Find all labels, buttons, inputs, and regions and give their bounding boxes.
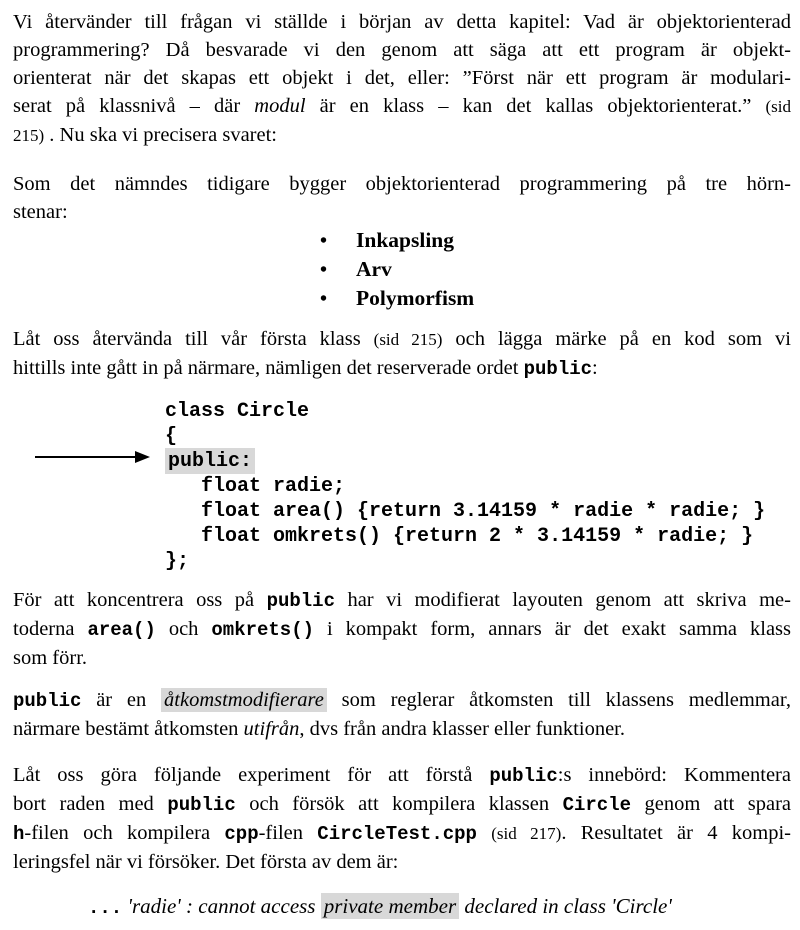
text-line: [88, 892, 791, 922]
text-span: , dvs från andra klasser eller funktioner.: [299, 718, 625, 740]
text-span: toderna: [13, 618, 88, 640]
text-span: som förr.: [13, 647, 88, 669]
text-span: Vi återvänder till frågan vi ställde i början av detta kapitel: Vad är objektorienterad: [13, 11, 791, 33]
inline-code: public: [523, 358, 593, 380]
text-span: class Circle: [165, 400, 310, 423]
cornerstones-list: [320, 226, 791, 313]
text-line: [13, 848, 791, 876]
text-span: :s innebörd: Kommentera: [557, 764, 791, 786]
inline-code: public: [489, 765, 558, 787]
code-listing: [165, 399, 791, 574]
text-line: [13, 121, 791, 150]
text-span: float area() {return 3.14159 * radie * radie; }: [165, 500, 766, 523]
small-text: (sid 217): [491, 824, 562, 843]
italic-text: declared in class 'Circle': [459, 894, 672, 918]
list-item-label: Arv: [356, 257, 392, 281]
inline-code: h: [13, 823, 25, 845]
inline-code: ...: [88, 897, 123, 919]
text-span: i kompakt form, annars är det exakt samma klass: [314, 618, 791, 640]
inline-code: CircleTest.cpp: [317, 823, 477, 845]
text-span: För att koncentrera oss på: [13, 589, 267, 611]
italic-text: 'radie' : cannot access: [122, 894, 321, 918]
inline-code: cpp: [224, 823, 259, 845]
compiler-error-line: [88, 892, 791, 922]
small-text: (sid 215): [373, 330, 443, 349]
text-span: serat på klassnivå – där: [13, 95, 255, 117]
inline-code: area(): [87, 619, 156, 641]
text-span: . Resultatet är 4 kompi-: [561, 822, 791, 844]
arrow-head: [135, 451, 150, 463]
list-item: [320, 284, 791, 313]
text-span: hittills inte gått in på närmare, nämligen det reserverade ordet: [13, 357, 524, 379]
list-item: [320, 226, 791, 255]
text-span: leringsfel när vi försöker. Det första av dem är:: [13, 851, 399, 873]
text-span: -filen: [258, 822, 318, 844]
leadin-paragraph: [13, 325, 791, 383]
cornerstones-paragraph: [13, 170, 791, 226]
text-line: [13, 790, 791, 819]
text-line: [165, 474, 791, 499]
text-span: och: [155, 618, 212, 640]
text-line: [13, 170, 791, 198]
arrow-shaft: [35, 456, 137, 458]
text-span: programmering? Då besvarade vi den genom att säga att ett program är objekt-: [13, 39, 791, 61]
text-line: [13, 761, 791, 790]
inline-code: public: [266, 590, 335, 612]
text-line: [13, 198, 791, 226]
text-line: [13, 819, 791, 848]
list-item: [320, 255, 791, 284]
inline-code: omkrets(): [211, 619, 315, 641]
text-span: är en klass – kan det kallas objektorienterat.”: [305, 95, 766, 117]
text-span: float radie;: [165, 475, 346, 498]
inline-code: public: [167, 794, 236, 816]
access-modifier-paragraph: [13, 686, 791, 743]
inline-code: public: [13, 690, 82, 712]
bullet-icon: •: [320, 288, 328, 310]
text-span: som reglerar åtkomsten till klassens medlemmar,: [326, 689, 791, 711]
list-item-label: Inkapsling: [356, 228, 455, 252]
intro-paragraph: [13, 8, 791, 150]
text-span: };: [165, 550, 190, 573]
inline-code: Circle: [562, 794, 632, 816]
text-line: [13, 615, 791, 644]
text-span: orienterat när det skapas ett objekt i det, eller: ”Först när ett program är modulari-: [13, 67, 791, 89]
text-span: och försök att kompilera klassen: [235, 793, 563, 815]
text-line: [13, 92, 791, 121]
text-span: och lägga märke på en kod som vi: [442, 328, 791, 350]
text-span: :: [592, 357, 598, 379]
text-span: Som det nämndes tidigare bygger objektorienterad programmering på tre hörn-: [13, 173, 791, 195]
text-span: [477, 822, 491, 844]
text-line: [165, 399, 791, 424]
text-line: [165, 499, 791, 524]
experiment-paragraph: [13, 761, 791, 876]
text-line: [13, 686, 791, 715]
highlighted-text: public:: [165, 448, 255, 474]
text-span: . Nu ska vi precisera svaret:: [44, 124, 277, 146]
text-span: float omkrets() {return 2 * 3.14159 * radie; }: [165, 525, 754, 548]
text-span: Låt oss återvända till vår första klass: [13, 328, 374, 350]
list-item-label: Polymorfism: [356, 286, 475, 310]
italic-text: modul: [254, 95, 306, 117]
text-line: [13, 8, 791, 36]
text-line: [13, 354, 791, 383]
text-span: -filen och kompilera: [24, 822, 225, 844]
small-text: 215): [13, 126, 45, 145]
italic-text: utifrån: [243, 718, 300, 740]
text-span: stenar:: [13, 201, 68, 223]
text-span: har vi modifierat layouten genom att skriva me-: [334, 589, 791, 611]
text-line: [13, 64, 791, 92]
bullet-icon: •: [320, 230, 328, 252]
text-span: genom att spara: [631, 793, 792, 815]
text-line: [13, 644, 791, 672]
text-line: [165, 549, 791, 574]
text-span: {: [165, 425, 178, 448]
text-line: [13, 715, 791, 743]
code-block: [13, 399, 791, 574]
text-line: [165, 524, 791, 549]
text-line: [165, 424, 791, 449]
bullet-icon: •: [320, 259, 328, 281]
text-line: [165, 449, 791, 474]
highlighted-text: private member: [321, 893, 459, 919]
text-span: är en: [81, 689, 162, 711]
text-span: bort raden med: [13, 793, 168, 815]
compact-note-paragraph: [13, 586, 791, 672]
text-line: [13, 586, 791, 615]
text-line: [13, 36, 791, 64]
highlighted-text: åtkomstmodifierare: [161, 688, 327, 712]
text-span: Låt oss göra följande experiment för att förstå: [13, 764, 490, 786]
text-line: [13, 325, 791, 354]
text-span: närmare bestämt åtkomsten: [13, 718, 244, 740]
small-text: (sid: [765, 97, 791, 116]
right-arrow-icon: [35, 451, 150, 463]
